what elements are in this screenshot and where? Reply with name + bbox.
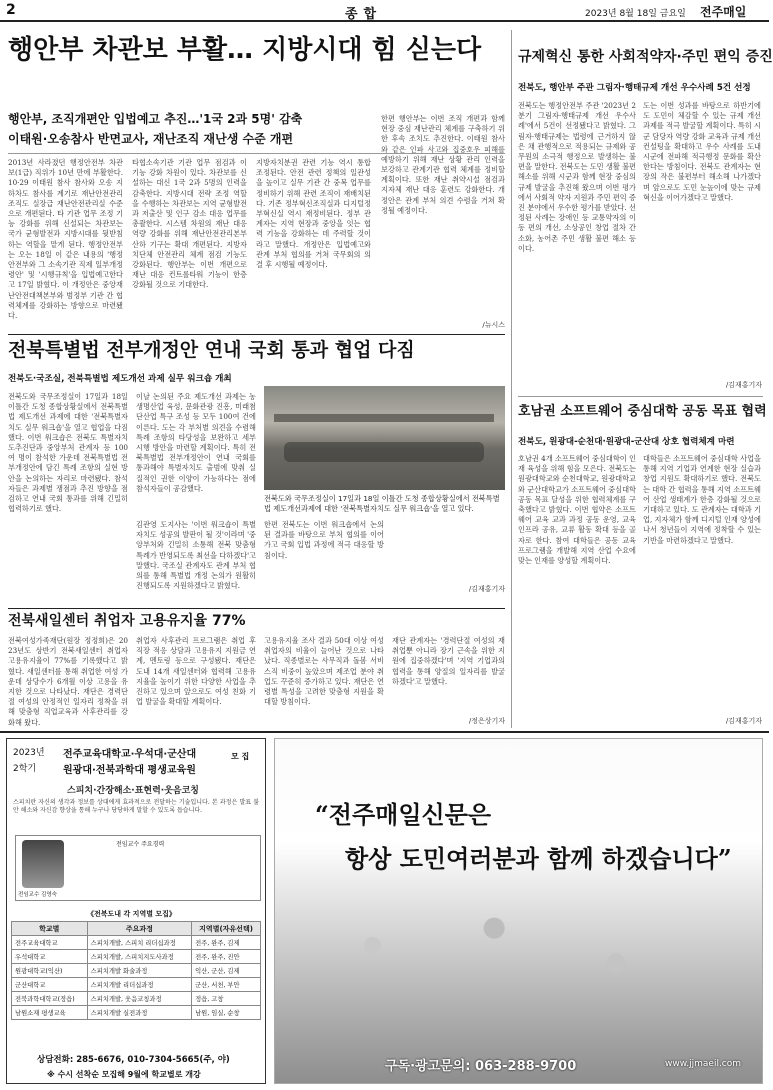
table-cell: 군산, 서천, 부안 bbox=[192, 978, 261, 992]
employment-headline: 전북새일센터 취업자 고용유지율 77% bbox=[8, 613, 246, 629]
table-row bbox=[12, 992, 261, 1006]
right-top-byline: /김재홍기자 bbox=[725, 381, 762, 389]
table-header: 학교별 bbox=[12, 922, 88, 936]
promo-contact: 구독·광고문의: 063-288-9700 bbox=[385, 1059, 577, 1074]
ad-term-2: 2학기 bbox=[13, 764, 37, 774]
masthead bbox=[0, 0, 769, 22]
right-mid-headline: 호남권 소프트웨어 중심대학 공동 목표 협력 bbox=[518, 404, 767, 419]
table-row bbox=[12, 936, 261, 950]
table-cell: 스피치개발 리더십과정 bbox=[87, 978, 191, 992]
table-cell: 스피치개발 실전과정 bbox=[87, 1006, 191, 1020]
promo-url: www.jjmaeil.com bbox=[665, 1059, 742, 1069]
special-top-rule bbox=[8, 334, 505, 335]
lead-subhead-2: 이태원·오송참사 반면교사, 재난조직 재난생 수준 개편 bbox=[8, 132, 294, 146]
right-top-headline: 규제혁신 통한 사회적약자·주민 편익 증진 bbox=[518, 49, 773, 65]
table-cell: 군산대학교 bbox=[12, 978, 88, 992]
special-headline: 전북특별법 전부개정안 연내 국회 통과 협업 다짐 bbox=[8, 339, 415, 361]
professor-career-label: 전임교수 주요경력 bbox=[116, 841, 165, 848]
ad-contact: 상담전화: 285-6676, 010-7304-5665(주, 야) bbox=[37, 1055, 230, 1065]
lead-col-1: 2013년 사라졌던 행정안전부 차관보(1급) 직위가 10년 만에 부활한다. 10·29 이태원 참사 참사와 오송 지하차도 참사를 계기로 재난안전관리 조직도 실장급 재난안전관리실 수준으로 개편된다. 타 기관 업무 조정 기능 강화를 위해 신설되는 차관보는 국가 균형발전과 지방시대를 뒷받침하는 역할을 맡게 된다. 행정안전부는 오는 18일 이 같은 내용의 '행정안전부와 그 소속기관 직제 일부개정령안' 및 '시행규칙'을 입법예고한다고 17일 밝혔다. 이 개정안은 중앙재난안전대책본부와 범정부 기관 간 협력체계를 강화하는 방향으로 마련됐다. bbox=[8, 158, 123, 321]
special-byline: /김재홍기자 bbox=[468, 585, 505, 593]
special-col-3: 김관영 도지사는 '이번 워크숍이 특별자치도 성공의 발판이 될 것'이라며 '중앙부처와 긴밀히 소통해 전북 맞춤형 특례가 반영되도록 최선을 다하겠다'고 말했다. 국조실 관계자도 관계 부처 협의를 통해 특별법 개정 논의가 원활히 진행되도록 지원하겠다고 밝혔다. bbox=[136, 520, 256, 591]
ad-note: ※ 수시 선착순 모집해 9월에 학교별로 개강 bbox=[47, 1070, 201, 1079]
lead-subhead: 행안부, 조직개편안 입법예고 추진…'1국 2과 5명' 감축 bbox=[8, 112, 303, 126]
workshop-caption: 전북도와 국무조정실이 17일과 18일 이틀간 도청 종합상황실에서 전북특별법 제도개선과제에 대한 '전북특별자치도 실무 워크숍'을 열고 있다. bbox=[264, 494, 500, 513]
ad-recruit: 모 집 bbox=[231, 752, 250, 761]
table-cell: 원광대학교(익산) bbox=[12, 964, 88, 978]
column-divider bbox=[511, 30, 512, 728]
table-cell: 남원소재 평생교육 bbox=[12, 1006, 88, 1020]
ad-univ-2: 원광대·전북과학대 평생교육원 bbox=[63, 765, 196, 776]
table-row bbox=[12, 978, 261, 992]
ad-profile bbox=[15, 835, 261, 901]
table-row bbox=[12, 1006, 261, 1020]
employment-top-rule bbox=[8, 608, 505, 609]
right-divider bbox=[518, 396, 763, 397]
section-title: 종합 bbox=[345, 7, 383, 22]
promo-line-1: “전주매일신문은 bbox=[315, 800, 492, 829]
employment-col-4: 재단 관계자는 '경력단절 여성의 재취업뿐 아니라 장기 근속을 위한 지원에 집중하겠다'며 '지역 기업과의 협력을 통해 양질의 일자리를 발굴하겠다'고 말했다. bbox=[392, 636, 505, 686]
right-top-col-1: 전북도는 행정안전부 주관 '2023년 2분기 그림자·행태규제 개선 우수사례'에서 5건이 선정됐다고 밝혔다. 그림자·행태규제는 법령에 근거하지 않은 채 관행적으로 적용되는 규제와 공무원의 소극적 행정으로 발생하는 불편을 말한다. 전북도는 도민 생활 불편 해소를 위해 시군과 함께 현장 중심의 규제 발굴을 추진해 왔으며 이번 평가에서 사회적 약자 지원과 주민 편익 증진 분야에서 우수한 평가를 받았다. 선정된 사례는 장애인 등 교통약자의 이동 편의 개선, 소상공인 창업 절차 간소화, 농어촌 주민 생활 불편 해소 등이다. bbox=[518, 101, 636, 253]
table-row bbox=[12, 964, 261, 978]
ad-table-title: 《전북도내 각 지역별 모집》 bbox=[87, 910, 176, 918]
right-mid-col-2: 대학들은 소프트웨어 중심대학 사업을 통해 지역 기업과 연계한 현장 실습과 창업 지원도 확대하기로 했다. 전북도는 대학 간 협력을 통해 지역 소프트웨어 산업 생태계가 한층 강화될 것으로 기대하고 있다. 도 관계자는 대학과 기업, 지자체가 함께 디지털 인재 양성에 나서 청년들이 지역에 정착할 수 있는 기반을 마련하겠다고 말했다. bbox=[643, 454, 761, 545]
table-cell: 우석대학교 bbox=[12, 950, 88, 964]
paper-promo-ad bbox=[274, 738, 763, 1084]
special-col-4: 한편 전북도는 이번 워크숍에서 논의된 결과를 바탕으로 부처 협의를 이어가고 국회 입법 과정에 적극 대응할 방침이다. bbox=[264, 520, 384, 560]
right-top-kicker: 전북도, 행안부 주관 그림자·행태규제 개선 우수사례 5건 선정 bbox=[518, 83, 751, 93]
employment-byline: /정은상기자 bbox=[468, 717, 505, 725]
issue-date: 2023년 8월 18일 금요일 bbox=[585, 9, 686, 19]
table-cell: 스피치개발, 스피치지도사과정 bbox=[87, 950, 191, 964]
ad-course: 스피치·간장해소·표현력·웃음코칭 bbox=[67, 786, 199, 796]
employment-col-3: 고용유지율 조사 결과 50대 이상 여성 취업자의 비율이 늘어난 것으로 나타났다. 직종별로는 사무직과 돌봄 서비스직 비중이 높았으며 제조업 분야 취업도 꾸준히 증가하고 있다. 재단은 연령별 특성을 고려한 맞춤형 지원을 확대할 방침이다. bbox=[264, 636, 384, 707]
page-number: 2 bbox=[6, 2, 16, 18]
ad-region-table bbox=[11, 921, 261, 1020]
right-mid-kicker: 전북도, 원광대-순천대·원광대-군산대 상호 협력체계 마련 bbox=[518, 437, 735, 447]
table-row bbox=[12, 950, 261, 964]
lead-col-2: 타협소속기관 기관 업무 점검과 이 기능 강화 차원이 있다. 차관보를 신설하는 대신 1국 2과 5명의 인력을 감축한다. 지방시대 전략 조정 역할을 수행하는 차관보는 지역 균형발전과 저출산 및 인구 감소 대응 업무를 총괄한다. 시스템 차원의 재난 대응 역량 강화를 위해 재난안전관리본부 산하 기구는 확대 개편된다. 지방자치단체 안전관리 체계 점검 기능도 강화된다. 행안부는 이번 개편으로 재난 대응 컨트롤타워 기능이 한층 강화될 것으로 기대한다. bbox=[132, 158, 247, 290]
lead-byline: /뉴시스 bbox=[482, 321, 505, 329]
table-cell: 스피치개발, 스피치 리더십과정 bbox=[87, 936, 191, 950]
special-col-1: 전북도와 국무조정실이 17일과 18일 이틀간 도청 종합상황실에서 전북특별법 제도개선 과제에 대한 '전북특별자치도 실무 워크숍'을 열고 협업을 다짐했다. 이번 워크숍은 전북도 특별자치도추진단과 중앙부처 관계자 등 100여 명이 참석한 가운데 전북특별법 전부개정안에 담긴 특례 조항의 실현 방안을 논의하는 자리로 마련됐다. 참석자들은 과제별 쟁점과 추진 방향을 점검하고 연내 국회 통과를 위해 긴밀히 협력하기로 했다. bbox=[8, 392, 128, 514]
right-mid-byline: /김재홍기자 bbox=[725, 717, 762, 725]
workshop-photo bbox=[264, 386, 505, 490]
table-cell: 남원, 임실, 순창 bbox=[192, 1006, 261, 1020]
paper-name: 전주매일 bbox=[700, 5, 747, 19]
table-header: 주요과정 bbox=[87, 922, 191, 936]
table-cell: 정읍, 고창 bbox=[192, 992, 261, 1006]
lead-col-4: 한편 행안부는 이번 조직 개편과 함께 현장 중심 재난관리 체계를 구축하기 위한 후속 조치도 추진한다. 이태원 참사와 같은 인파 사고와 집중호우 피해를 예방하기 위해 재난 상황 관리 인력을 보강하고 관계기관 협력 체계를 정비할 계획이다. 또한 재난 취약시설 점검과 지자체 재난 대응 훈련도 강화한다. 개정안은 관계 부처 의견 수렴을 거쳐 확정될 예정이다. bbox=[381, 114, 505, 215]
table-header: 지역별(자유선택) bbox=[192, 922, 261, 936]
lecture-ad bbox=[6, 738, 266, 1084]
employment-col-2: 취업자 사후관리 프로그램은 취업 후 직장 적응 상담과 고용유지 지원금 연계, 멘토링 등으로 구성됐다. 재단은 도내 14개 새일센터와 협력해 고용유지율을 높이기 위한 다양한 사업을 추진하고 있으며 앞으로도 여성 친화 기업 발굴을 확대할 계획이다. bbox=[136, 636, 256, 707]
ad-intro: 스피치란 자신의 생각과 정보를 상대에게 효과적으로 전달하는 기술입니다. 본 과정은 발표 불안 해소와 자신감 향상을 통해 누구나 당당하게 말할 수 있도록 돕습니다. bbox=[13, 799, 259, 814]
special-col-2: 이날 논의된 주요 제도개선 과제는 농생명산업 육성, 문화관광 진흥, 미래첨단산업 특구 조성 등 모두 100여 건에 이른다. 도는 각 부처별 의견을 수렴해 특례 조항의 타당성을 보완하고 세부 시행 방안을 마련할 계획이다. 특히 전북특별법 전부개정안이 연내 국회를 통과해야 특별자치도 출범에 맞춰 실질적인 권한 이양이 가능하다는 점에 참석자들이 공감했다. bbox=[136, 392, 256, 493]
professor-photo bbox=[22, 840, 64, 888]
table-cell: 전주, 완주, 김제 bbox=[192, 936, 261, 950]
table-cell: 전북과학대학교(정읍) bbox=[12, 992, 88, 1006]
special-kicker: 전북도·국조실, 전북특별법 제도개선 과제 실무 워크숍 개최 bbox=[8, 374, 232, 384]
right-mid-col-1: 호남권 4개 소프트웨어 중심대학이 인재 육성을 위해 힘을 모은다. 전북도는 원광대학교와 순천대학교, 원광대학교와 군산대학교가 소프트웨어 중심대학 공동 목표 달성을 위한 협력체계를 구축했다고 밝혔다. 이번 협약은 소프트웨어 교육 교과 과정 공동 운영, 교육 인프라 공유, 교류 활동 확대 등을 골자로 한다. 참여 대학들은 공동 교육 프로그램을 개발해 지역 산업 수요에 맞는 인재를 양성할 계획이다. bbox=[518, 454, 636, 566]
right-top-col-2: 도는 이번 성과를 바탕으로 하반기에도 도민이 체감할 수 있는 규제 개선 과제를 적극 발굴할 계획이다. 특히 시군 담당자 역량 강화 교육과 규제 개선 컨설팅을 확대하고 우수 사례를 도내 시군에 전파해 적극행정 문화를 확산한다는 방침이다. 전북도 관계자는 현장의 작은 불편부터 해소해 나가겠다며 앞으로도 도민 눈높이에 맞는 규제혁신을 이어가겠다고 말했다. bbox=[643, 101, 761, 202]
lead-col-3: 지방자치분권 관련 기능 역시 통합 조정된다. 안전 관련 정책의 일관성을 높이고 실무 기관 간 중복 업무를 정비하기 위해 관련 조직이 재배치된다. 기존 정부혁신조직실과 디지털정부혁신실 역시 재정비된다. 정부 관계자는 지역 현장과 중앙을 잇는 협력 기능을 강화하는 데 주력할 것이라고 말했다. 개정안은 입법예고와 관계 부처 협의를 거쳐 국무회의 의결 후 시행될 예정이다. bbox=[256, 158, 371, 270]
table-cell: 전주교육대학교 bbox=[12, 936, 88, 950]
employment-col-1: 전북여성가족재단(원장 정정희)은 2023년도 상반기 전북새일센터 취업자 고용유지율이 77%를 기록했다고 밝혔다. 새일센터를 통해 취업한 여성 가운데 상당수가 6개월 이상 고용을 유지한 것으로 나타났다. 재단은 경력단절 여성의 안정적인 일자리 정착을 위해 맞춤형 직업교육과 사후관리를 강화해 왔다. bbox=[8, 636, 128, 727]
table-cell: 전주, 완주, 진안 bbox=[192, 950, 261, 964]
table-cell: 스피치개발 화술과정 bbox=[87, 964, 191, 978]
table-cell: 스피치개발, 웃음코칭과정 bbox=[87, 992, 191, 1006]
table-cell: 익산, 군산, 김제 bbox=[192, 964, 261, 978]
lead-headline: 행안부 차관보 부활… 지방시대 힘 싣는다 bbox=[8, 35, 482, 65]
promo-line-2: 항상 도민여러분과 함께 하겠습니다” bbox=[345, 844, 732, 873]
professor-name: 전임교수 김영숙 bbox=[18, 892, 57, 898]
ad-top-rule bbox=[0, 731, 769, 733]
ad-term: 2023년 bbox=[13, 748, 45, 758]
ad-univ: 전주교육대학교·우석대·군산대 bbox=[63, 749, 197, 760]
